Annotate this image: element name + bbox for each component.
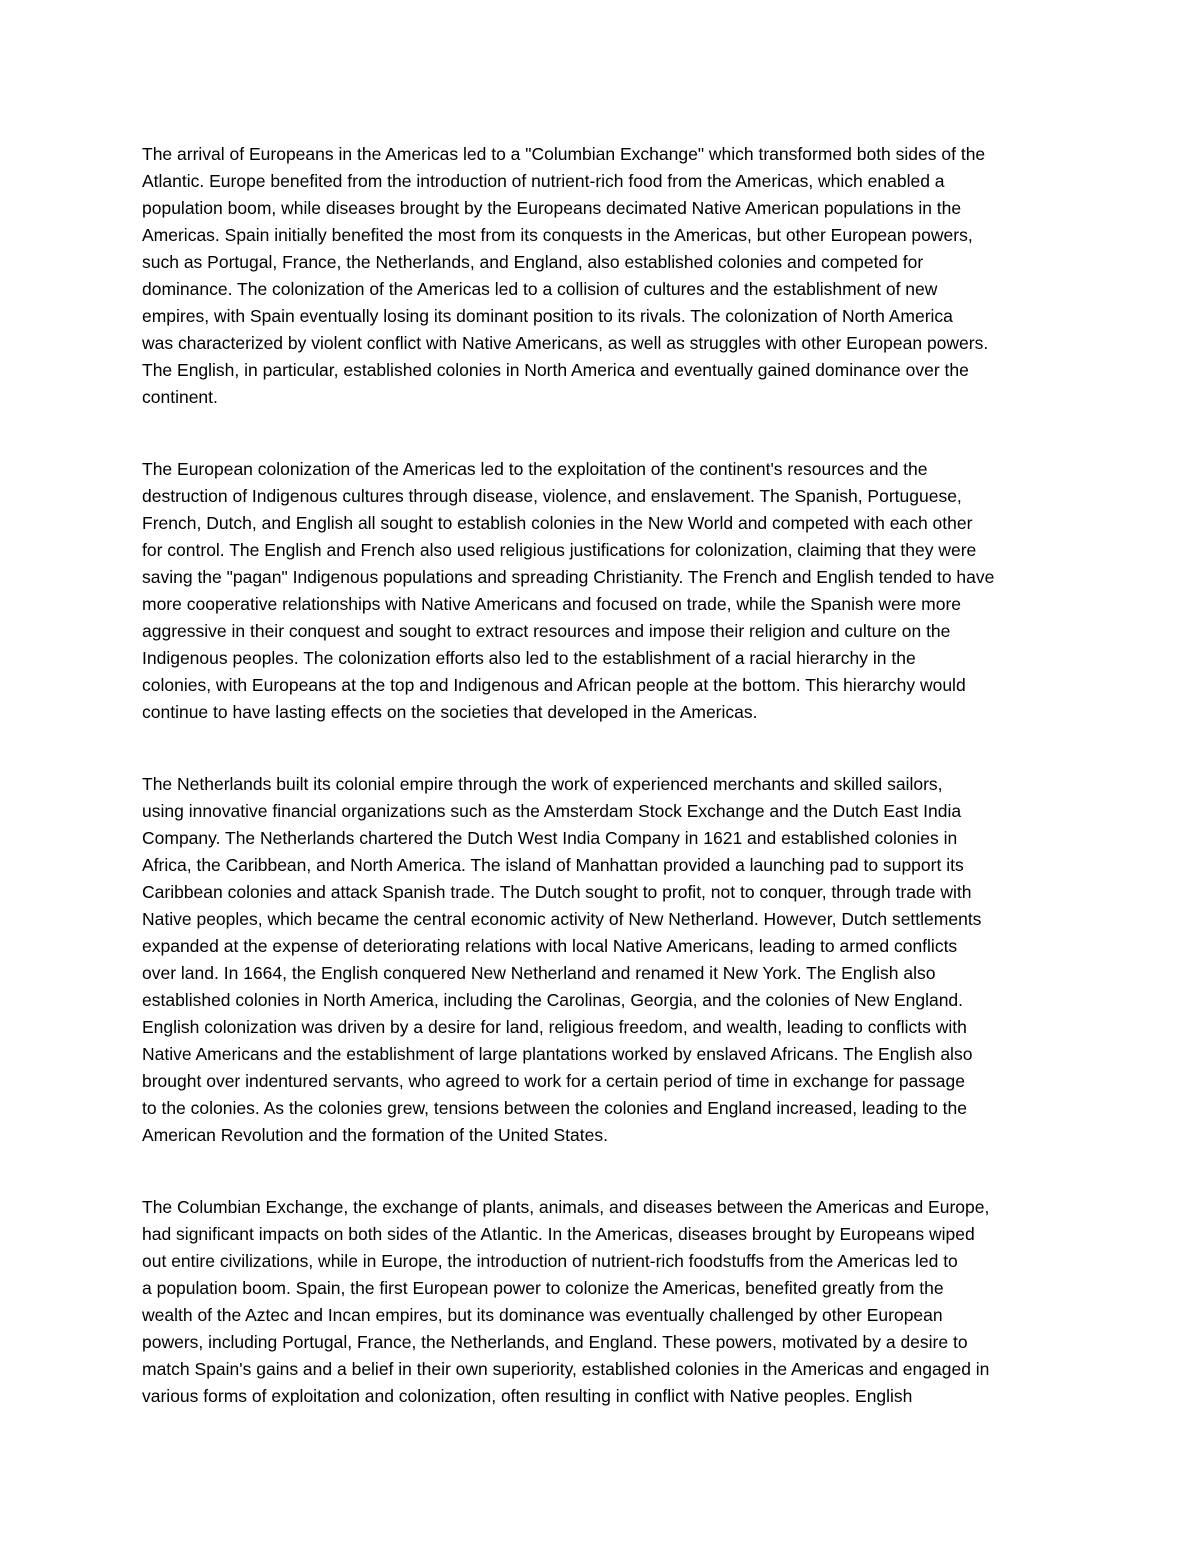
text-line: The English, in particular, established colonies in North America and eventually gained dominance over the (142, 360, 969, 380)
text-line: Company. The Netherlands chartered the Dutch West India Company in 1621 and established colonies in (142, 828, 958, 848)
text-line: for control. The English and French also used religious justifications for colonization, claiming that they were (142, 540, 977, 560)
text-line: to the colonies. As the colonies grew, tensions between the colonies and England increased, leading to the (142, 1098, 968, 1118)
paragraph-european-colonization (142, 456, 1064, 726)
text-line: out entire civilizations, while in Europe, the introduction of nutrient-rich foodstuffs from the Americas led to (142, 1251, 958, 1271)
text-line: more cooperative relationships with Native Americans and focused on trade, while the Spanish were more (142, 594, 962, 614)
text-line: dominance. The colonization of the Americas led to a collision of cultures and the establishment of new (142, 279, 938, 299)
text-line: various forms of exploitation and colonization, often resulting in conflict with Native peoples. English (142, 1386, 913, 1406)
text-line: aggressive in their conquest and sought to extract resources and impose their religion and culture on the (142, 621, 951, 641)
text-line: The Netherlands built its colonial empire through the work of experienced merchants and skilled sailors, (142, 774, 943, 794)
text-line: wealth of the Aztec and Incan empires, but its dominance was eventually challenged by other European (142, 1305, 943, 1325)
text-line: The Columbian Exchange, the exchange of plants, animals, and diseases between the Americas and Europe, (142, 1197, 990, 1217)
text-line: colonies, with Europeans at the top and Indigenous and African people at the bottom. This hierarchy would (142, 675, 966, 695)
text-line: a population boom. Spain, the first European power to colonize the Americas, benefited greatly from the (142, 1278, 944, 1298)
text-line: continue to have lasting effects on the societies that developed in the Americas. (142, 702, 758, 722)
text-line: expanded at the expense of deteriorating relations with local Native Americans, leading to armed conflicts (142, 936, 958, 956)
text-line: The European colonization of the Americas led to the exploitation of the continent's resources and the (142, 459, 928, 479)
text-line: was characterized by violent conflict with Native Americans, as well as struggles with other European powers. (142, 333, 989, 353)
text-line: The arrival of Europeans in the Americas led to a "Columbian Exchange" which transformed both sides of the (142, 144, 986, 164)
text-line: such as Portugal, France, the Netherlands, and England, also established colonies and competed for (142, 252, 924, 272)
text-line: continent. (142, 387, 218, 407)
text-line: Americas. Spain initially benefited the most from its conquests in the Americas, but other European powers, (142, 225, 973, 245)
text-line: American Revolution and the formation of the United States. (142, 1125, 608, 1145)
text-line: over land. In 1664, the English conquered New Netherland and renamed it New York. The English also (142, 963, 936, 983)
text-line: saving the "pagan" Indigenous populations and spreading Christianity. The French and English tended to have (142, 567, 995, 587)
text-line: Caribbean colonies and attack Spanish trade. The Dutch sought to profit, not to conquer, through trade with (142, 882, 972, 902)
text-line: destruction of Indigenous cultures through disease, violence, and enslavement. The Spanish, Portuguese, (142, 486, 962, 506)
text-line: established colonies in North America, including the Carolinas, Georgia, and the colonies of New England. (142, 990, 964, 1010)
text-line: had significant impacts on both sides of the Atlantic. In the Americas, diseases brought by Europeans wiped (142, 1224, 975, 1244)
paragraph-columbian-exchange-impacts (142, 1194, 1064, 1410)
text-line: population boom, while diseases brought by the Europeans decimated Native American populations in the (142, 198, 962, 218)
text-line: Native peoples, which became the central economic activity of New Netherland. However, Dutch settlements (142, 909, 982, 929)
text-line: French, Dutch, and English all sought to establish colonies in the New World and competed with each other (142, 513, 973, 533)
text-line: Atlantic. Europe benefited from the introduction of nutrient-rich food from the Americas, which enabled a (142, 171, 945, 191)
text-line: Native Americans and the establishment of large plantations worked by enslaved Africans. The English also (142, 1044, 973, 1064)
paragraph-columbian-exchange-overview (142, 141, 1064, 411)
text-line: match Spain's gains and a belief in their own superiority, established colonies in the Americas and engaged in (142, 1359, 990, 1379)
text-line: English colonization was driven by a desire for land, religious freedom, and wealth, leading to conflicts with (142, 1017, 967, 1037)
paragraph-netherlands-empire (142, 771, 1064, 1149)
text-line: empires, with Spain eventually losing its dominant position to its rivals. The colonization of North America (142, 306, 953, 326)
text-line: using innovative financial organizations such as the Amsterdam Stock Exchange and the Dutch East India (142, 801, 962, 821)
text-line: powers, including Portugal, France, the Netherlands, and England. These powers, motivated by a desire to (142, 1332, 968, 1352)
text-line: brought over indentured servants, who agreed to work for a certain period of time in exchange for passage (142, 1071, 965, 1091)
text-line: Africa, the Caribbean, and North America. The island of Manhattan provided a launching pad to support its (142, 855, 964, 875)
text-line: Indigenous peoples. The colonization efforts also led to the establishment of a racial hierarchy in the (142, 648, 916, 668)
